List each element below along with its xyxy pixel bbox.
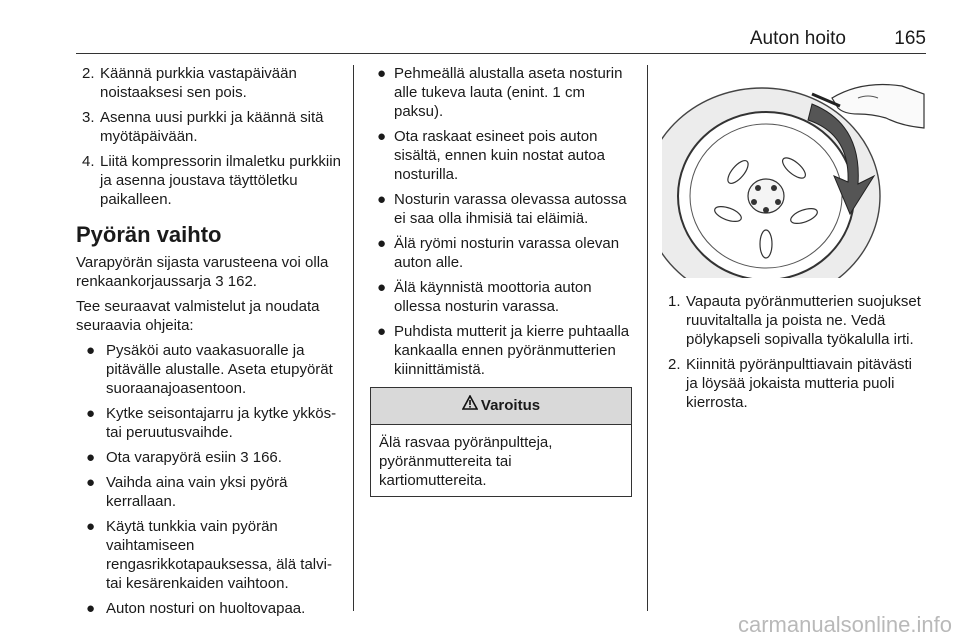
list-item: 4. Liitä kompressorin ilmaletku purkkiin ja asenna joustava täyttöletku paikalleen.	[82, 153, 341, 208]
safety-list	[370, 64, 632, 379]
column-1	[76, 64, 342, 624]
list-item: ● Pysäköi auto vaakasuoralle ja pitävälle alustalle. Aseta etupyörät suoraanajoasentoon.	[86, 342, 333, 397]
list-item: ● Ota varapyörä esiin 3 166.	[86, 449, 282, 466]
warning-header	[371, 388, 631, 425]
section-heading: Pyörän vaihto	[76, 222, 222, 247]
list-item: ● Nosturin varassa olevassa autossa ei saa olla ihmisiä tai eläimiä.	[377, 191, 627, 227]
wheel-cover-removal-icon	[662, 64, 926, 278]
column-2	[370, 64, 632, 497]
header-rule	[76, 53, 926, 54]
list-item: ● Auton nosturi on huoltovapaa.	[86, 600, 306, 617]
list-item: ● Käytä tunkkia vain pyörän vaihtamiseen rengasrikkotapauksessa, älä talvi- tai kesärenkaiden vaihtoon.	[86, 518, 332, 592]
column-divider-1	[353, 65, 354, 611]
instructions-paragraph: Tee seuraavat valmistelut ja noudata seuraavia ohjeita:	[76, 298, 320, 334]
list-item: ● Pehmeällä alustalla aseta nosturin alle tukeva lauta (enint. 1 cm paksu).	[377, 65, 623, 120]
warning-box	[370, 387, 632, 497]
list-item: 1. Vapauta pyöränmutterien suojukset ruuvitaltalla ja poista ne. Vedä pölykapseli sopivalla työkalulla irti.	[668, 293, 921, 348]
list-item: ● Älä käynnistä moottoria auton ollessa nosturin varassa.	[377, 279, 592, 315]
warning-text: Älä rasvaa pyöränpultteja, pyöränmuttereita tai kartiomuttereita.	[379, 434, 553, 489]
column-divider-2	[647, 65, 648, 611]
list-item: ● Vaihda aina vain yksi pyörä kerrallaan.	[86, 474, 288, 510]
preparation-list	[76, 341, 342, 618]
section-title: Auton hoito	[749, 28, 846, 49]
list-item: ● Älä ryömi nosturin varassa olevan auton alle.	[377, 235, 620, 271]
warning-title: Varoitus	[480, 397, 541, 414]
page-reference-link[interactable]: 3 162.	[215, 273, 257, 290]
warning-triangle-icon	[462, 388, 478, 424]
steps-list	[76, 64, 342, 209]
list-item: 2. Käännä purkkia vastapäivään noistaaksesi sen pois.	[82, 65, 297, 101]
list-item: 2. Kiinnitä pyöränpulttiavain pitävästi ja löysää jokaista mutteria puoli kierrosta.	[668, 356, 912, 411]
steps-list	[662, 292, 926, 412]
intro-paragraph: Varapyörän sijasta varusteena voi olla renkaankorjaussarja 3 162.	[76, 254, 329, 290]
list-item: ● Kytke seisontajarru ja kytke ykkös- tai peruutusvaihde.	[86, 405, 337, 441]
page-number: 165	[894, 28, 926, 49]
list-item: ● Puhdista mutterit ja kierre puhtaalla kankaalla ennen pyöränmutterien kiinnittämistä.	[377, 323, 630, 378]
list-item: 3. Asenna uusi purkki ja käännä sitä myötäpäivään.	[82, 109, 324, 145]
column-3	[662, 64, 926, 418]
watermark: carmanualsonline.info	[737, 612, 952, 637]
list-item: ● Ota raskaat esineet pois auton sisältä, ennen kuin nostat autoa nosturilla.	[377, 128, 605, 183]
page-header	[76, 28, 926, 54]
